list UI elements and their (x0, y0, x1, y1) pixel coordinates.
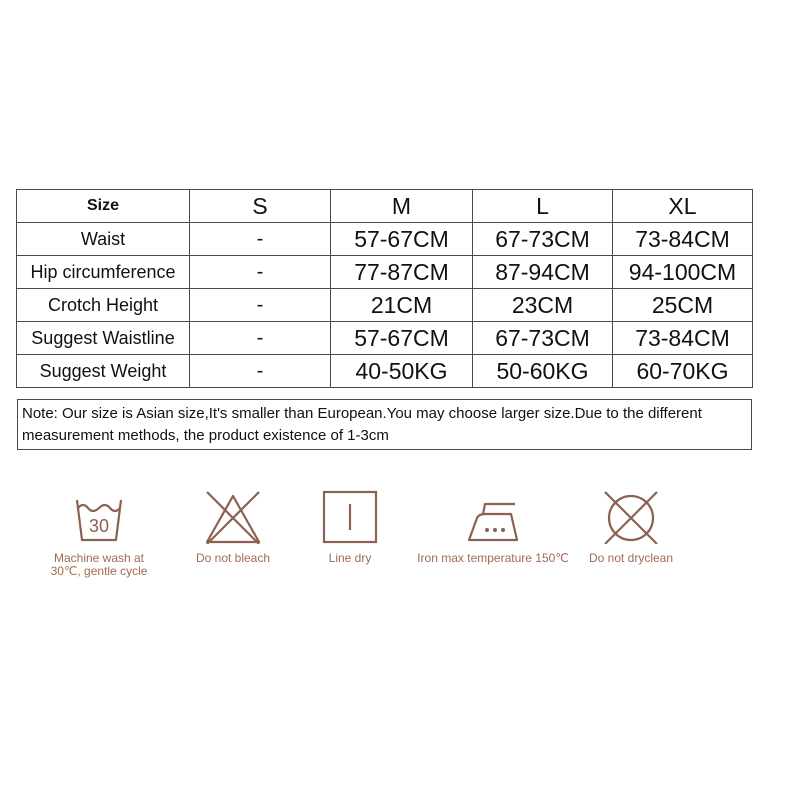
header-cell-xl: XL (613, 190, 753, 223)
table-cell: - (190, 223, 331, 256)
header-cell-s: S (190, 190, 331, 223)
table-cell: 60-70KG (613, 355, 753, 388)
table-cell: - (190, 289, 331, 322)
care-item-line-dry (270, 488, 430, 565)
table-cell: - (190, 355, 331, 388)
line-dry-icon (320, 488, 380, 544)
header-cell-m: M (331, 190, 473, 223)
do-not-bleach-icon (203, 488, 263, 544)
row-label: Crotch Height (17, 289, 190, 322)
header-cell-l: L (473, 190, 613, 223)
table-row (17, 355, 753, 388)
caption-do-not-bleach: Do not bleach (195, 551, 271, 565)
do-not-dryclean-icon (601, 488, 661, 544)
size-note: Note: Our size is Asian size,It's smaller than European.You may choose larger size.Due to the different measurement methods, the product existence of 1-3cm (17, 399, 752, 450)
size-table (16, 189, 753, 388)
table-header-row (17, 190, 753, 223)
tub-number: 30 (88, 516, 110, 536)
caption-line-dry: Line dry (328, 551, 372, 565)
table-cell: 67-73CM (473, 223, 613, 256)
table-cell: - (190, 256, 331, 289)
table-cell: 23CM (473, 289, 613, 322)
iron-icon (463, 488, 523, 544)
table-cell: 40-50KG (331, 355, 473, 388)
table-cell: 57-67CM (331, 223, 473, 256)
row-label: Suggest Waistline (17, 322, 190, 355)
row-label: Suggest Weight (17, 355, 190, 388)
table-cell: 21CM (331, 289, 473, 322)
row-label: Hip circumference (17, 256, 190, 289)
caption-line: Machine wash at (53, 551, 145, 565)
table-cell: 94-100CM (613, 256, 753, 289)
table-cell: 77-87CM (331, 256, 473, 289)
table-row (17, 256, 753, 289)
caption-line: 30℃, gentle cycle (50, 564, 148, 578)
table-row (17, 223, 753, 256)
caption-iron: Iron max temperature 150℃ (417, 551, 569, 565)
table-row (17, 289, 753, 322)
table-cell: - (190, 322, 331, 355)
table-cell: 57-67CM (331, 322, 473, 355)
care-item-iron (413, 488, 573, 565)
table-cell: 25CM (613, 289, 753, 322)
caption-do-not-dryclean: Do not dryclean (588, 551, 674, 565)
table-cell: 73-84CM (613, 322, 753, 355)
care-item-do-not-dryclean (551, 488, 711, 565)
table-cell: 67-73CM (473, 322, 613, 355)
machine-wash-icon (69, 488, 129, 544)
table-row (17, 322, 753, 355)
header-cell-size: Size (17, 190, 190, 223)
table-cell: 87-94CM (473, 256, 613, 289)
table-cell: 50-60KG (473, 355, 613, 388)
table-cell: 73-84CM (613, 223, 753, 256)
row-label: Waist (17, 223, 190, 256)
